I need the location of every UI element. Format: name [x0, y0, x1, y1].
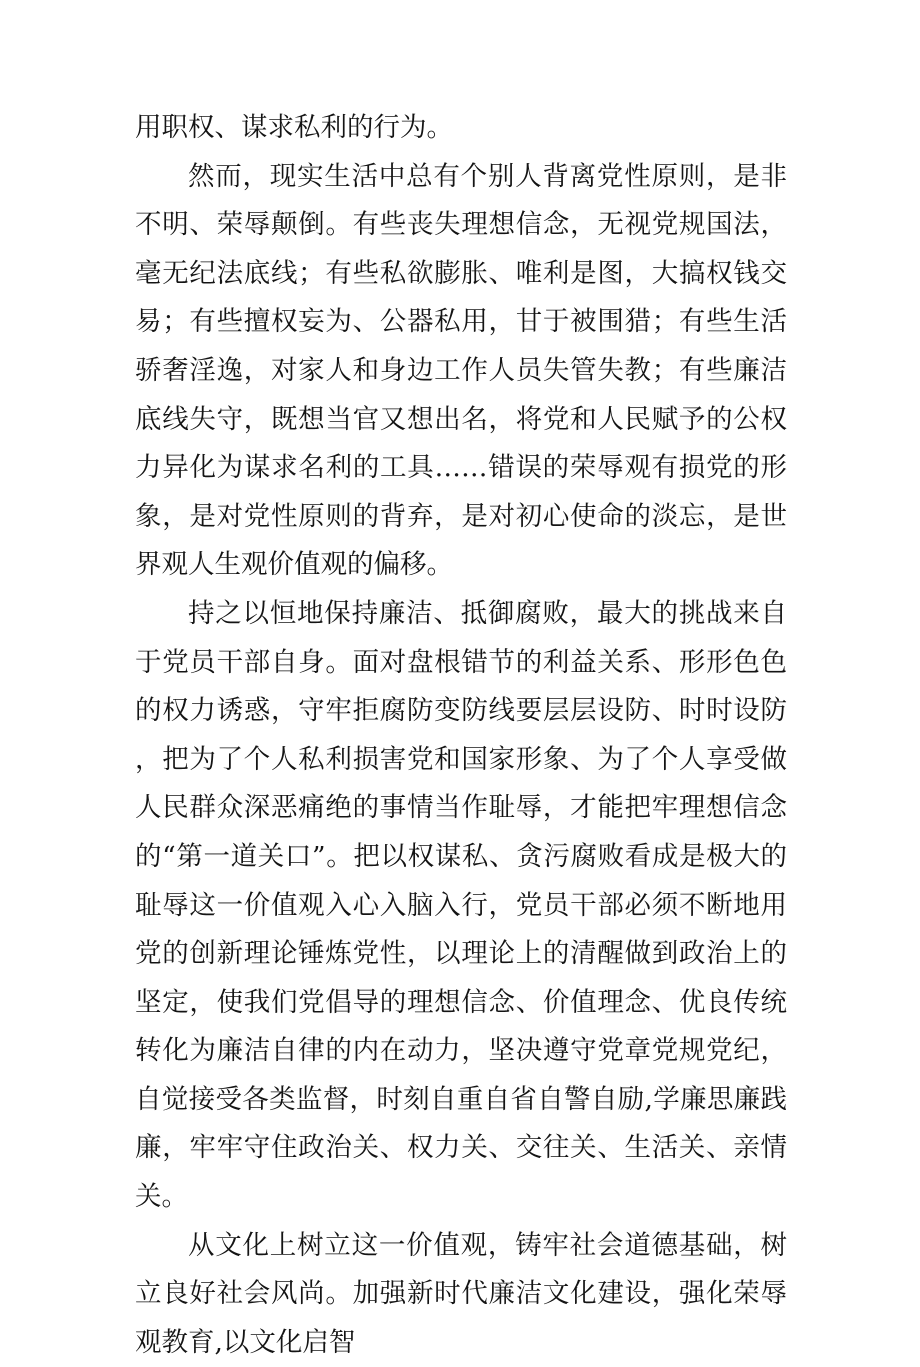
paragraph-4: 从文化上树立这一价值观，铸牢社会道德基础，树立良好社会风尚。加强新时代廉洁文化建设，强化荣辱观教育,以文化启智: [135, 1229, 787, 1358]
document-body: [135, 104, 787, 1367]
paragraph-2: 然而，现实生活中总有个别人背离党性原则，是非不明、荣辱颠倒。有些丧失理想信念，无视党规国法，毫无纪法底线；有些私欲膨胀、唯利是图，大搞权钱交易；有些擅权妄为、公器私用，甘于被围猎；有些生活骄奢淫逸，对家人和身边工作人员失管失教；有些廉洁底线失守，既想当官又想出名，将党和人民赋予的公权力异化为谋求名利的工具……错误的荣辱观有损党的形象，是对党性原则的背弃，是对初心使命的淡忘，是世界观人生观价值观的偏移。: [135, 160, 787, 581]
paragraph-3: 持之以恒地保持廉洁、抵御腐败，最大的挑战来自于党员干部自身。面对盘根错节的利益关系、形形色色的权力诱惑，守牢拒腐防变防线要层层设防、时时设防，把为了个人私利损害党和国家形象、为了个人享受做人民群众深恶痛绝的事情当作耻辱，才能把牢理想信念的“第一道关口”。把以权谋私、贪污腐败看成是极大的耻辱这一价值观入心入脑入行，党员干部必须不断地用党的创新理论锤炼党性，以理论上的清醒做到政治上的坚定，使我们党倡导的理想信念、价值理念、优良传统转化为廉洁自律的内在动力，坚决遵守党章党规党纪，自觉接受各类监督，时刻自重自省自警自励,学廉思廉践廉，牢牢守住政治关、权力关、交往关、生活关、亲情关。: [135, 597, 787, 1213]
paragraph-1: 用职权、谋求私利的行为。: [135, 112, 453, 143]
